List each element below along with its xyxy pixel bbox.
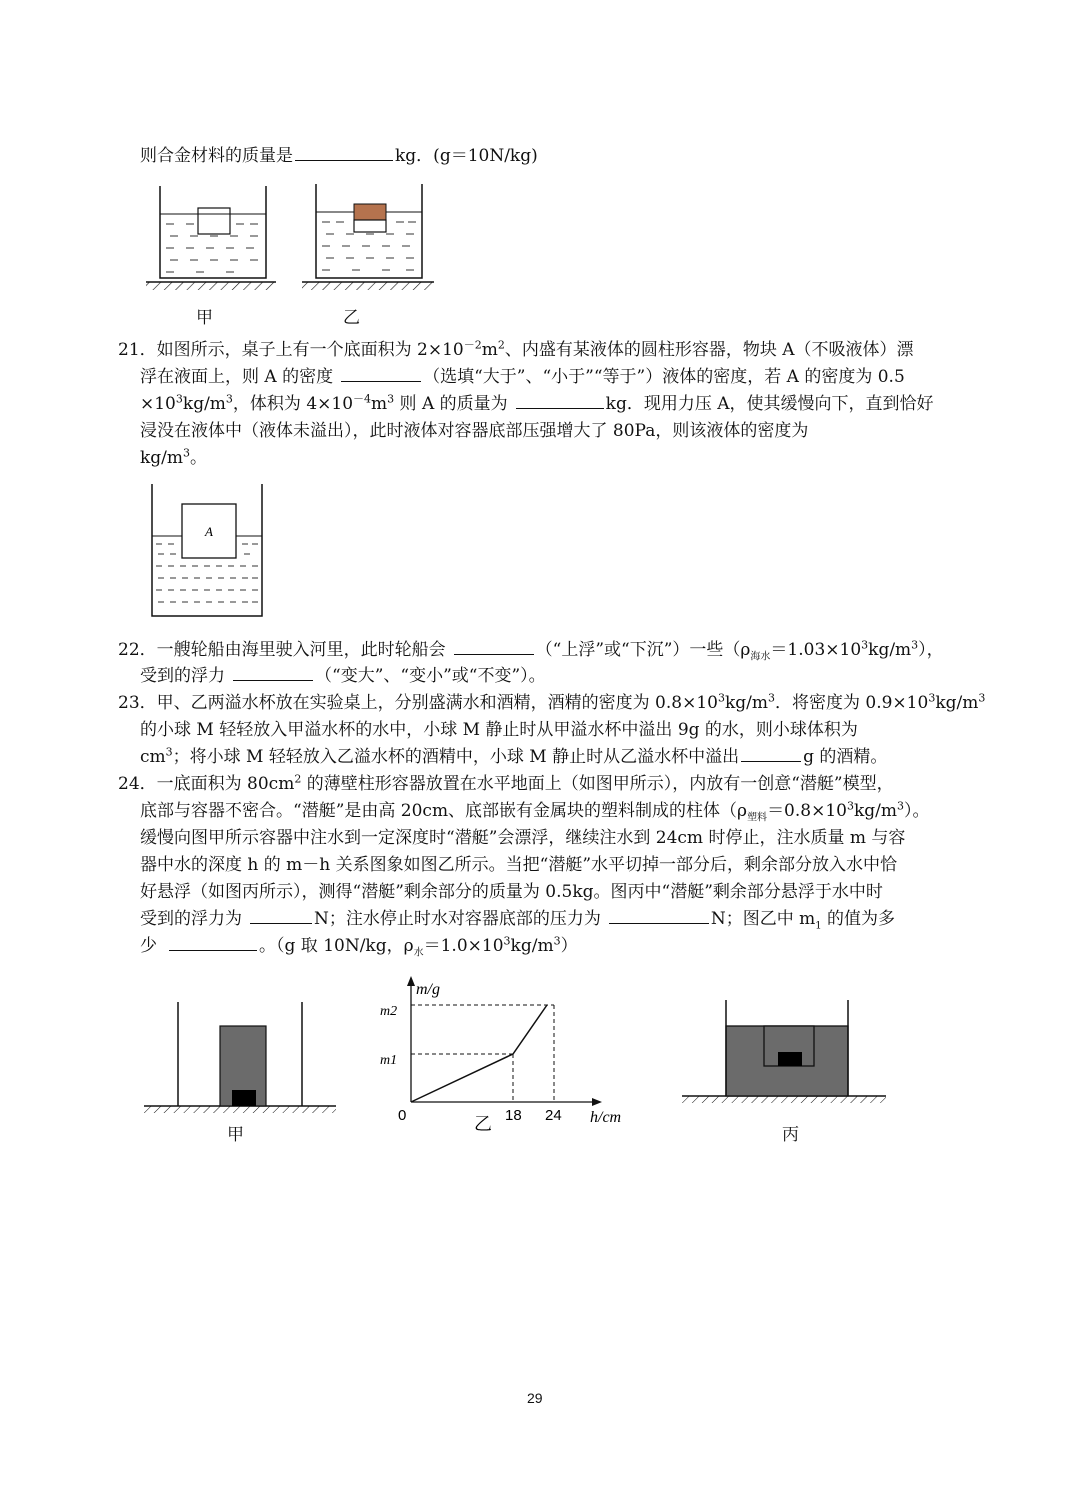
ytick-m1: m1 xyxy=(380,1053,398,1068)
q24-text: ） xyxy=(560,936,578,956)
q23-text: g 的酒精。 xyxy=(803,747,888,767)
superscript: －2 xyxy=(463,338,482,352)
q24-line-7 xyxy=(140,934,578,959)
superscript: 3 xyxy=(387,392,395,406)
xtick-24: 24 xyxy=(545,1107,562,1124)
q21-text: 、内盛有某液体的圆柱形容器，物块 A（不吸液体）漂 xyxy=(504,340,914,360)
x-axis-arrow xyxy=(592,1098,602,1106)
q24-text: ）。 xyxy=(904,801,930,821)
q22-text: kg/m xyxy=(868,640,912,660)
q21-text: kg．现用力压 A，使其缓慢向下，直到恰好 xyxy=(605,394,934,414)
xtick-18: 18 xyxy=(505,1107,522,1124)
q21-text: kg/m xyxy=(182,394,226,414)
subscript: 海水 xyxy=(750,651,771,663)
y-axis-arrow xyxy=(407,976,415,986)
superscript: 3 xyxy=(767,691,775,705)
q21-text: 。 xyxy=(190,448,208,468)
q24-text: N；注水停止时水对容器底部的压力为 xyxy=(314,909,601,929)
origin-label: 0 xyxy=(398,1107,407,1124)
superscript: 2 xyxy=(294,772,302,786)
q24-figure-bing xyxy=(680,996,890,1114)
q24-line-6 xyxy=(140,909,896,932)
q24-text: 。（g 取 10N/kg，ρ xyxy=(259,936,414,956)
q24-text: 受到的浮力为 xyxy=(140,909,242,929)
q23-line-2 xyxy=(140,720,858,740)
q23-text: ；将小球 M 轻轻放入乙溢水杯的酒精中，小球 M 静止时从乙溢水杯中溢出 xyxy=(172,747,740,767)
dashed-guides xyxy=(411,1005,554,1102)
q21-line-4 xyxy=(140,421,808,441)
q21-text: ，体积为 4×10 xyxy=(232,394,354,414)
answer-blank[interactable] xyxy=(295,146,393,161)
mh-series-line xyxy=(411,1005,547,1102)
q24-graph xyxy=(370,972,650,1152)
q24-text: N；图乙中 m xyxy=(710,909,816,929)
alloy-block xyxy=(198,208,230,234)
q21-text: ×10 xyxy=(140,394,176,414)
answer-blank[interactable] xyxy=(250,909,312,924)
q21-text: kg/m xyxy=(140,448,184,468)
q23-line-3 xyxy=(140,747,887,767)
q22-text: （“变大”、“变小”或“不变”）。 xyxy=(315,666,546,686)
q21-line-2 xyxy=(140,367,905,387)
q21-line-5 xyxy=(140,448,207,468)
q20-tail-text: 则合金材料的质量是 xyxy=(140,146,293,166)
q24-text: 少 xyxy=(140,936,157,956)
q24-text: 器中水的深度 h 的 m－h 关系图象如图乙所示。当把“潜艇”水平切掉一部分后，剩余部分放入水中恰 xyxy=(140,855,898,875)
q21-figure xyxy=(140,480,270,620)
answer-blank[interactable] xyxy=(609,909,709,924)
superscript: 3 xyxy=(897,799,905,813)
superscript: 3 xyxy=(861,638,869,652)
superscript: 3 xyxy=(928,691,936,705)
q21-text: 浸没在液体中（液体未溢出），此时液体对容器底部压强增大了 80Pa，则该液体的密度为 xyxy=(140,421,809,441)
subscript: 1 xyxy=(815,920,822,932)
q23-line-1 xyxy=(118,693,985,713)
answer-blank[interactable] xyxy=(454,640,534,655)
q24-caption-jia: 甲 xyxy=(227,1125,244,1145)
q24-text: 底部与容器不密合。“潜艇”是由高 20cm、底部嵌有金属块的塑料制成的柱体（ρ xyxy=(140,801,748,821)
q22-text: （“上浮”或“下沉”）一些（ρ xyxy=(535,640,751,660)
answer-blank[interactable] xyxy=(169,936,257,951)
q23-text: kg/m xyxy=(724,693,768,713)
superscript: 2 xyxy=(497,338,505,352)
q24-text: 缓慢向图甲所示容器中注水到一定深度时“潜艇”会漂浮，继续注水到 24cm 时停止，注水质量 m 与容 xyxy=(140,828,906,848)
q24-text: 好悬浮（如图丙所示），测得“潜艇”剩余部分的质量为 0.5kg。图丙中“潜艇”剩余部分悬浮于水中时 xyxy=(140,882,883,902)
metal-block xyxy=(778,1052,802,1066)
superscript: 3 xyxy=(225,392,233,406)
q24-text: 的值为多 xyxy=(821,909,896,929)
q21-text: m xyxy=(481,340,498,360)
q21-line-1 xyxy=(118,340,914,360)
q24-line-2 xyxy=(140,799,930,824)
q21-line-3 xyxy=(140,394,934,414)
q21-text: 则 A 的质量为 xyxy=(394,394,508,414)
q20-caption-yi: 乙 xyxy=(343,308,360,328)
q22-text: ＝1.03×10 xyxy=(770,640,862,660)
q23-text: cm xyxy=(140,747,166,767)
q24-text: kg/m xyxy=(853,801,898,821)
ytick-m2: m2 xyxy=(380,1004,398,1019)
q24-text: kg/m xyxy=(510,936,554,956)
q24-text: 24．一底面积为 80cm xyxy=(118,774,295,794)
q24-figure-jia xyxy=(140,998,340,1114)
beaker-yi xyxy=(302,184,434,290)
q20-tail-line xyxy=(140,146,538,166)
q24-line-3 xyxy=(140,828,905,848)
q21-text: m xyxy=(371,394,388,414)
superscript: 3 xyxy=(846,799,854,813)
q22-line-2 xyxy=(140,666,546,686)
q23-text: ．将密度为 0.9×10 xyxy=(774,693,929,713)
q22-text: ）， xyxy=(918,640,944,660)
answer-blank[interactable] xyxy=(233,666,313,681)
superscript: 3 xyxy=(553,934,561,948)
q22-text: 22．一艘轮船由海里驶入河里，此时轮船会 xyxy=(118,640,446,660)
q22-line-1 xyxy=(118,638,944,663)
superscript: 3 xyxy=(978,691,986,705)
y-axis-label: m/g xyxy=(416,981,440,998)
q24-text: ＝0.8×10 xyxy=(767,801,847,821)
graph-caption-yi: 乙 xyxy=(474,1114,492,1135)
superscript: －4 xyxy=(353,392,372,406)
lower-block xyxy=(354,220,386,232)
q23-text: kg/m xyxy=(935,693,979,713)
metal-block xyxy=(232,1090,256,1106)
x-axis-label: h/cm xyxy=(590,1109,622,1126)
subscript: 塑料 xyxy=(747,812,768,824)
q23-text: 23．甲、乙两溢水杯放在实验桌上，分别盛满水和酒精，酒精的密度为 0.8×10 xyxy=(118,693,718,713)
answer-blank[interactable] xyxy=(516,394,604,409)
answer-blank[interactable] xyxy=(741,747,801,762)
q24-line-1 xyxy=(118,774,894,794)
q21-text: 21．如图所示，桌子上有一个底面积为 2×10 xyxy=(118,340,464,360)
superscript: 3 xyxy=(503,934,511,948)
q21-text: （选填“大于”、“小于”“等于”）液体的密度，若 A 的密度为 0.5 xyxy=(423,367,905,387)
superscript: 3 xyxy=(911,638,919,652)
q20-figure xyxy=(140,178,440,290)
superscript: 3 xyxy=(183,446,191,460)
superscript: 3 xyxy=(717,691,725,705)
q24-text: 的薄壁柱形容器放置在水平地面上（如图甲所示），内放有一创意“潜艇”模型， xyxy=(301,774,894,794)
subscript: 水 xyxy=(413,947,424,959)
page-number: 29 xyxy=(527,1390,543,1406)
q24-text: ＝1.0×10 xyxy=(423,936,504,956)
answer-blank[interactable] xyxy=(341,367,421,382)
brown-block xyxy=(354,204,386,220)
q21-text: 浮在液面上，则 A 的密度 xyxy=(140,367,334,387)
q24-line-5 xyxy=(140,882,883,902)
beaker-jia xyxy=(146,186,276,290)
q24-line-4 xyxy=(140,855,897,875)
block-a-label: A xyxy=(205,524,213,539)
superscript: 3 xyxy=(165,745,173,759)
q20-tail-unit: kg．(g＝10N/kg) xyxy=(395,146,538,166)
q20-caption-jia: 甲 xyxy=(196,308,213,328)
superscript: 3 xyxy=(175,392,183,406)
q22-text: 受到的浮力 xyxy=(140,666,225,686)
q24-caption-bing: 丙 xyxy=(782,1125,799,1145)
q23-text: 的小球 M 轻轻放入甲溢水杯的水中，小球 M 静止时从甲溢水杯中溢出 9g 的水，则小球体积为 xyxy=(140,720,858,740)
